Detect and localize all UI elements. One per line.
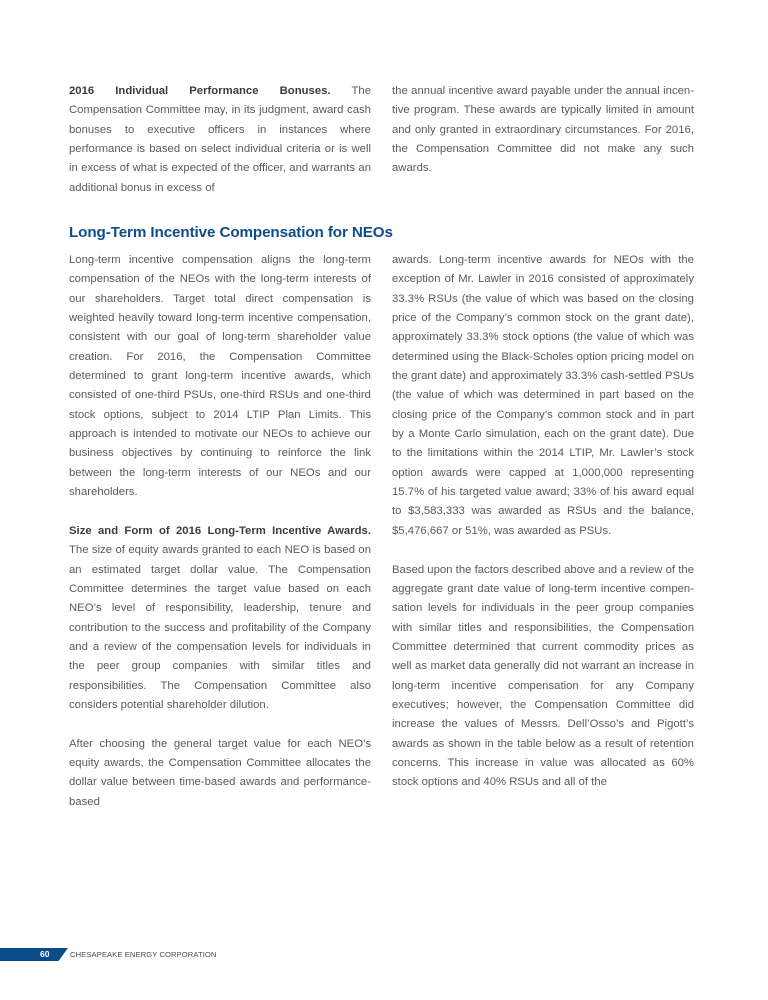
section-left-column xyxy=(69,251,371,812)
target-value-allocation-paragraph: After choosing the general target value for each NEO’s equity awards, the Compensation Committee allocates the dollar value between time-based awards and performance-based xyxy=(69,737,371,808)
page-number: 60 xyxy=(40,949,50,959)
paragraph-body: The size of equity awards granted to each NEO is based on an estimated target dollar value. The Compensation Committee determines the target value based on each NEO’s level of responsibility, leadership, tenure and contribution to the success and profitability of the Company and a review of the compensation levels for individuals in the peer group companies with similar titles and responsibilities. The Compensation Committee also considers potential shareholder dilution. xyxy=(69,544,371,711)
top-left-column xyxy=(69,82,371,198)
section-heading: Long-Term Incentive Compensation for NEOs xyxy=(69,224,393,241)
peer-review-paragraph: Based upon the factors described above and a review of the aggregate grant date value of long-term incentive compensation levels for individuals in the peer group companies with similar titles and responsibilities, the Compensation Committee determined that current commodity prices as well as market data generally did not warrant an increase in long-term incentive compensation for any Company executives; however, the Compensation Committee did increase the values of Messrs. Dell’Osso’s and Pigott’s awards as shown in the table below as a result of retention concerns. This increase in value was allocated as 60% stock options and 40% RSUs and all of the xyxy=(392,563,694,789)
paragraph-lead-heading: 2016 Individual Performance Bonuses. xyxy=(69,85,331,97)
award-composition-paragraph: awards. Long-term incentive awards for NEOs with the exception of Mr. Lawler in 2016 consisted of approximately 33.3% RSUs (the value of which was based on the closing price of the Company’s common stock on the grant date), approximately 33.3% stock options (the value of which was determined using the Black-Scholes option pricing model on the grant date) and approximately 33.3% cash-settled PSUs (the value of which was determined in part based on the closing price of the Company’s common stock and in part by a Monte Carlo simulation, each on the grant date). Due to the limitations within the 2014 LTIP, Mr. Lawler’s stock option awards were capped at 1,000,000 representing 15.7% of his targeted value award; 33% of his award equal to $3,583,333 was awarded as RSUs and the balance, $5,476,667 or 51%, was awarded as PSUs. xyxy=(392,254,694,537)
company-name: CHESAPEAKE ENERGY CORPORATION xyxy=(70,950,217,959)
individual-bonuses-continuation-paragraph: the annual incentive award payable under the annual incentive program. These awards are typically limited in amount and only granted in extraordinary circumstances. For 2016, the Compensation Committee did not make any such awards. xyxy=(392,85,694,175)
size-and-form-paragraph xyxy=(69,522,371,715)
top-right-column xyxy=(392,82,694,179)
page-footer xyxy=(0,948,240,961)
individual-bonuses-paragraph xyxy=(69,82,371,198)
ltic-intro-paragraph: Long-term incentive compensation aligns the long-term compensation of the NEOs with the long-term interests of our shareholders. Target total direct compensation is weighted heavily toward long-term incentive compensation, consistent with our goal of long-term shareholder value creation. For 2016, the Compensation Committee determined to grant long-term incentive awards, which consisted of one-third PSUs, one-third RSUs and one-third stock options, subject to 2014 LTIP Plan Limits. This approach is intended to motivate our NEOs to achieve our business objectives by continuing to reinforce the link between the long-term interests of our NEOs and our shareholders. xyxy=(69,254,371,499)
paragraph-lead-heading: Size and Form of 2016 Long-Term Incentive Awards. xyxy=(69,524,371,537)
section-right-column xyxy=(392,251,694,793)
paragraph-body: The Compensation Committee may, in its judgment, award cash bonuses to executive officers in instances where performance is based on select individual criteria or is well in excess of what is expected of the officer, and warrants an additional bonus in excess of xyxy=(69,85,372,194)
